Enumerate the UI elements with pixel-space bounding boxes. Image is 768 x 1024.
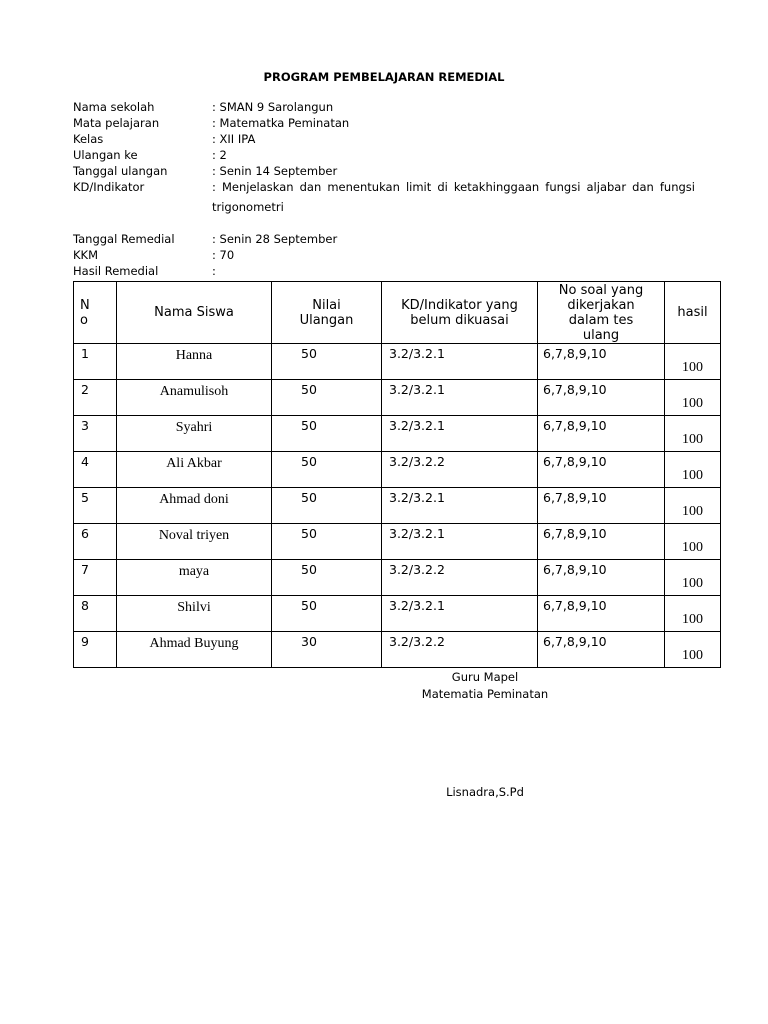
info-row-class	[73, 131, 695, 147]
cell-nilai-ulangan: 50	[272, 344, 382, 380]
info-row-exam-number	[73, 147, 695, 163]
cell-no: 1	[74, 344, 117, 380]
header-nilai-ulangan	[272, 282, 382, 344]
remedial-info-block	[73, 231, 695, 279]
cell-nama-siswa: Syahri	[117, 416, 272, 452]
signature-subject: Matematia Peminatan	[421, 687, 549, 701]
info-row-remedial-date	[73, 231, 695, 247]
table-row	[74, 596, 721, 632]
cell-no-soal: 6,7,8,9,10	[538, 560, 665, 596]
info-label: KKM	[73, 248, 99, 262]
header-no-n: N	[80, 297, 90, 313]
cell-no-soal: 6,7,8,9,10	[538, 488, 665, 524]
table-row	[74, 380, 721, 416]
cell-nilai-ulangan: 30	[272, 632, 382, 668]
info-value: : 2	[212, 148, 227, 162]
cell-nilai-ulangan: 50	[272, 524, 382, 560]
table-row	[74, 524, 721, 560]
info-row-subject	[73, 115, 695, 131]
cell-nilai-ulangan: 50	[272, 488, 382, 524]
cell-nama-siswa: Ali Akbar	[117, 452, 272, 488]
info-row-kkm	[73, 247, 695, 263]
cell-no-soal: 6,7,8,9,10	[538, 380, 665, 416]
info-value: :	[212, 264, 216, 278]
cell-hasil: 100	[665, 452, 721, 488]
info-label: Mata pelajaran	[73, 116, 160, 130]
cell-no-soal: 6,7,8,9,10	[538, 632, 665, 668]
info-label: Tanggal Remedial	[73, 232, 175, 246]
cell-no: 9	[74, 632, 117, 668]
header-nilai-line2: Ulangan	[299, 312, 354, 328]
cell-nama-siswa: Shilvi	[117, 596, 272, 632]
header-kd-indikator	[382, 282, 538, 344]
cell-nama-siswa: Ahmad Buyung	[117, 632, 272, 668]
cell-kd-indikator: 3.2/3.2.2	[382, 560, 538, 596]
cell-kd-indikator: 3.2/3.2.1	[382, 596, 538, 632]
cell-kd-indikator: 3.2/3.2.1	[382, 488, 538, 524]
cell-hasil: 100	[665, 416, 721, 452]
info-label: Kelas	[73, 132, 104, 146]
cell-no-soal: 6,7,8,9,10	[538, 596, 665, 632]
cell-no: 3	[74, 416, 117, 452]
cell-no-soal: 6,7,8,9,10	[538, 524, 665, 560]
cell-no: 7	[74, 560, 117, 596]
info-value: : Senin 14 September	[212, 164, 338, 178]
cell-kd-indikator: 3.2/3.2.1	[382, 416, 538, 452]
cell-hasil: 100	[665, 560, 721, 596]
header-nilai-line1: Nilai	[312, 297, 341, 313]
info-row-school	[73, 99, 695, 115]
info-block	[73, 99, 695, 217]
info-value: : XII IPA	[212, 132, 256, 146]
cell-nama-siswa: Hanna	[117, 344, 272, 380]
header-soal-line4: ulang	[582, 327, 620, 343]
header-no-soal	[538, 282, 665, 344]
table-row	[74, 452, 721, 488]
cell-nilai-ulangan: 50	[272, 416, 382, 452]
cell-nama-siswa: Anamulisoh	[117, 380, 272, 416]
cell-no-soal: 6,7,8,9,10	[538, 344, 665, 380]
cell-hasil: 100	[665, 344, 721, 380]
table-header-row	[74, 282, 721, 344]
cell-hasil: 100	[665, 524, 721, 560]
cell-kd-indikator: 3.2/3.2.1	[382, 380, 538, 416]
signature-role: Guru Mapel	[451, 670, 519, 684]
info-label: Tanggal ulangan	[73, 164, 168, 178]
table-body	[74, 344, 721, 668]
table-row	[74, 632, 721, 668]
header-kd-line1: KD/Indikator yang	[401, 297, 518, 313]
header-hasil: hasil	[665, 282, 721, 344]
cell-kd-indikator: 3.2/3.2.1	[382, 524, 538, 560]
info-label: Ulangan ke	[73, 148, 138, 162]
signature-name: Lisnadra,S.Pd	[446, 785, 524, 799]
cell-hasil: 100	[665, 380, 721, 416]
cell-hasil: 100	[665, 596, 721, 632]
cell-nilai-ulangan: 50	[272, 560, 382, 596]
cell-no: 4	[74, 452, 117, 488]
table-row	[74, 344, 721, 380]
header-no-o: o	[80, 312, 88, 328]
table-row	[74, 416, 721, 452]
table-row	[74, 560, 721, 596]
table-row	[74, 488, 721, 524]
cell-nama-siswa: maya	[117, 560, 272, 596]
header-soal-line1: No soal yang	[558, 282, 644, 298]
cell-no: 5	[74, 488, 117, 524]
info-value: : SMAN 9 Sarolangun	[212, 100, 334, 114]
header-kd-line2: belum dikuasai	[410, 312, 509, 328]
info-value: : Matematka Peminatan	[212, 116, 350, 130]
cell-no-soal: 6,7,8,9,10	[538, 416, 665, 452]
remedial-table	[73, 281, 721, 668]
cell-hasil: 100	[665, 632, 721, 668]
info-label: Nama sekolah	[73, 100, 155, 114]
cell-kd-indikator: 3.2/3.2.1	[382, 344, 538, 380]
cell-kd-indikator: 3.2/3.2.2	[382, 452, 538, 488]
info-row-remedial-result	[73, 263, 695, 279]
cell-nilai-ulangan: 50	[272, 596, 382, 632]
cell-nama-siswa: Noval triyen	[117, 524, 272, 560]
cell-nama-siswa: Ahmad doni	[117, 488, 272, 524]
document-title: PROGRAM PEMBELAJARAN REMEDIAL	[263, 70, 505, 84]
header-soal-line2: dikerjakan	[567, 297, 635, 313]
cell-no: 2	[74, 380, 117, 416]
header-no	[74, 282, 117, 344]
info-label: KD/Indikator	[73, 180, 145, 194]
info-value: : Menjelaskan dan menentukan limit di ketakhinggaan fungsi aljabar dan fungsi trigonometri	[212, 180, 695, 214]
header-nama-siswa: Nama Siswa	[117, 282, 272, 344]
cell-no: 6	[74, 524, 117, 560]
cell-no-soal: 6,7,8,9,10	[538, 452, 665, 488]
info-row-kd	[73, 179, 695, 217]
cell-hasil: 100	[665, 488, 721, 524]
cell-no: 8	[74, 596, 117, 632]
info-value: : Senin 28 September	[212, 232, 338, 246]
info-label: Hasil Remedial	[73, 264, 159, 278]
info-value: : 70	[212, 248, 235, 262]
cell-nilai-ulangan: 50	[272, 452, 382, 488]
cell-nilai-ulangan: 50	[272, 380, 382, 416]
cell-kd-indikator: 3.2/3.2.2	[382, 632, 538, 668]
header-soal-line3: dalam tes	[568, 312, 634, 328]
